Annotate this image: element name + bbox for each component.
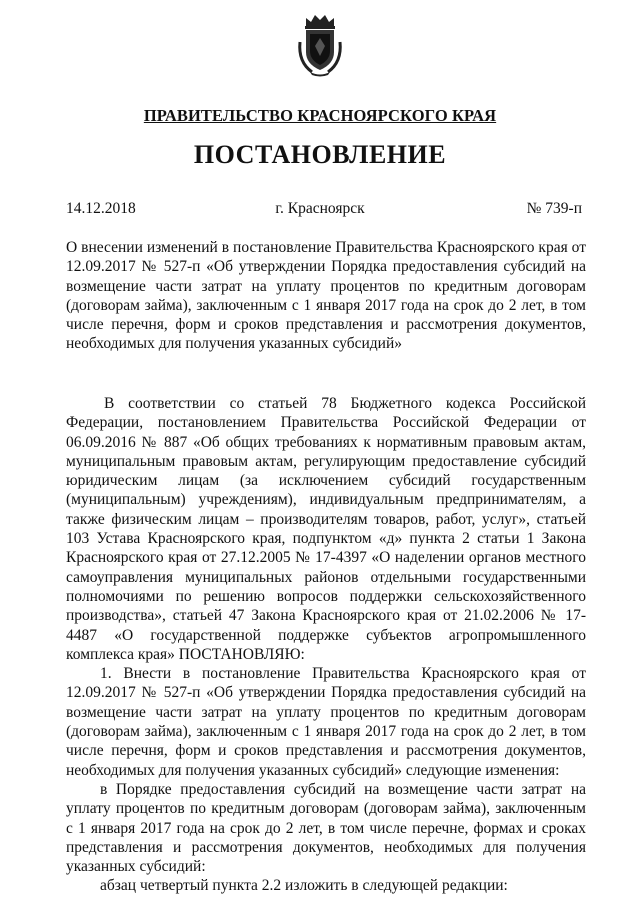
item-2-paragraph: в Порядке предоставления субсидий на возмещение части затрат на уплату процентов по кредитным договорам (договорам займа), заключенным с 1 января 2017 года на срок до 2 лет, в том числе перечне, формах и сроках представления и рассмотрения документов, необходимых для получения указанных субсидий: (66, 780, 586, 876)
item-1-paragraph: 1. Внести в постановление Правительства Красноярского края от 12.09.2017 № 527-п «Об утверждении Порядка предоставления субсидий на возмещение части затрат на уплату процентов по кредитным договорам (договорам займа), заключенным с 1 января 2017 года на срок до 2 лет, в том числе перечня, форм и сроков представления и рассмотрения документов, необходимых для получения указанных субсидий» следующие изменения: (66, 665, 586, 779)
item-3-paragraph: абзац четвертый пункта 2.2 изложить в следующей редакции: (100, 877, 508, 895)
document-number: № 739-п (526, 200, 582, 217)
preamble-paragraph: В соответствии со статьей 78 Бюджетного кодекса Российской Федерации, постановлением Правительства Российской Федерации от 06.09.2016 № 887 «Об общих требованиях к нормативным правовым актам, муниципальным правовым актам, регулирующим предоставление субсидий юридическим лицам (за исключением субсидий государственным (муниципальным) учреждениям), индивидуальным предпринимателям, а также физическим лицам – производителям товаров, работ, услуг», статьей 103 Устава Красноярского края, подпунктом «д» пункта 2 статьи 1 Закона Красноярского края от 27.12.2005 № 17-4397 «О наделении органов местного самоуправления муниципальных районов отдельными государственными полномочиями по решению вопросов поддержки сельскохозяйственного производства», статьей 47 Закона Красноярского края от 21.02.2006 № 17-4487 «О государственной поддержке субъектов агропромышленного комплекса края» ПОСТАНОВЛЯЮ: (66, 395, 586, 663)
document-subject: О внесении изменений в постановление Правительства Красноярского края от 12.09.2017 № 527-п «Об утверждении Порядка предоставления субсидий на возмещение части затрат на уплату процентов по кредитным договорам (договорам займа), заключенным с 1 января 2017 года на срок до 2 лет, в том числе перечня, форм и сроков представления и рассмотрения документов, необходимых для получения указанных субсидий» (66, 239, 586, 353)
document-type-title: ПОСТАНОВЛЕНИЕ (193, 140, 447, 169)
document-city: г. Красноярск (275, 200, 365, 217)
krasnoyarsk-coat-of-arms-icon (292, 12, 348, 78)
organization-title: ПРАВИТЕЛЬСТВО КРАСНОЯРСКОГО КРАЯ (143, 106, 497, 125)
document-body (66, 394, 586, 896)
document-date: 14.12.2018 (66, 200, 136, 217)
